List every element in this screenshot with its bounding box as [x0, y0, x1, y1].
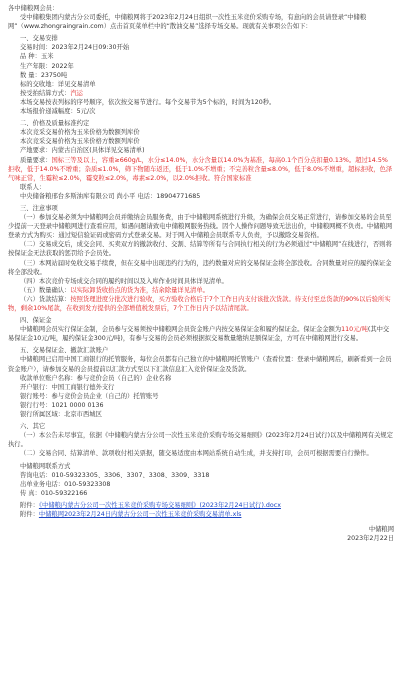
- notice-6-value: 按照货理进度分批次进行验收，买方验收合格后于7个工作日内支付该批次货款。待支付至总货款的90%以后验所实物，剩余10%尾款，在收到发方提供的全部增值税发票后，7个工作日内予以结清尾款。: [8, 295, 391, 312]
- trade-rule: 本场交易按表列标的序号顺序，依次按交易节进行。每个交易节为5个标的，时间为120秒。: [20, 98, 276, 106]
- delivery-place: 标的交收地：详见交易清单: [20, 80, 96, 88]
- deposit-text-a: 中储粮网会员实行保证金制，会员参与交易须按中储粮网会员资金账户内按交易保证金和履约保证金。保证金金额为: [20, 326, 342, 334]
- quantity: 数 量：23750吨: [20, 71, 68, 79]
- section5-title: 五、交易保证金、撤款汇款账户: [20, 347, 109, 355]
- section4-title: 四、保证金: [20, 317, 52, 325]
- notice-5-label: （五）数量确认：: [20, 286, 71, 294]
- notice-4: （四）本次竞价专场成交合同的履约时间以及入库作业时间具体详见清单。: [20, 277, 228, 285]
- deposit-amount: 110元/吨: [341, 326, 368, 334]
- section1-title: 一、交易安排: [20, 35, 58, 43]
- contact-person: 中央储备粮邢台多斯油库有限公司 尚小平 电话：18904771685: [20, 192, 201, 200]
- price-note-1: 本次竞采交易价格为玉米价格为数额列库价: [20, 129, 140, 137]
- attachment-1-link[interactable]: 《中储粮内蒙古分公司一次性玉米竞价采购专场交易细则》(2023年2月24日试行).docx: [38, 501, 281, 509]
- notice-5-value: 以实际卸货收拾点的货为准，结余除量详见清单。: [70, 286, 209, 294]
- notice-6: [8, 295, 394, 313]
- payee-name: 收款单位账户名称：参与竞价会员（自己的）企业名称: [20, 374, 172, 382]
- contact-label: 联系人：: [20, 183, 46, 191]
- attachment-1-label: 附件：: [20, 501, 39, 509]
- attachment-2-link[interactable]: 中储粮网2023年2月24日内蒙古分公司一次性玉米竞价采购交易清单.xls: [38, 510, 242, 518]
- signature-date: 2023年2月22日: [347, 535, 394, 543]
- greeting: 各中储粮网会员：: [8, 5, 59, 12]
- signature-org: 中储粮网: [368, 526, 394, 534]
- notice-3: （三）本网站届时免收交易手续费，但在交易中出现违约行为的，违约数量对应的交易保证金将全部没收。合同数量对应的履约保证金将全部没收。: [8, 259, 392, 276]
- section2-title: 二、价格及质量标准约定: [20, 120, 90, 128]
- section6-title: 六、其它: [20, 423, 46, 431]
- delivery-method: [8, 89, 394, 98]
- production-year: 生产年限：2022年: [20, 62, 74, 70]
- delivery-method-label: 按受拍结算方式：: [20, 89, 71, 97]
- product: 品 种：玉米: [20, 53, 54, 61]
- trade-time: 交易时间：2023年2月24日09:30开始: [20, 44, 130, 52]
- other-1: （一）本公告未尽事宜，依据《中储粮内蒙古分公司一次性玉米竞价采购专场交易细则》(2023年2月24日试行)以及中储粮网有关规定执行。: [8, 432, 393, 449]
- price-decrement: 本场报价递减幅度：5元/次: [20, 108, 96, 116]
- origin-requirement: 产地要求：内蒙古自治区(具体详见交易清单): [20, 147, 145, 155]
- contact-title: 中储粮网联系方式: [20, 462, 71, 470]
- account-paragraph: 中储粮网已启用中国工商银行的托管服务，每位会员都有自己独立的中储粮网托管账户（查看位置：登录中储粮网后，刷新看到一会员资金账户），请参加交易的会员提前以汇款方式至以下汇款信息汇入竞价保证金及货款。: [8, 356, 392, 373]
- attachment-2-label: 附件：: [20, 510, 39, 518]
- attachment-2: [8, 510, 394, 519]
- attachment-1: [8, 501, 394, 510]
- bank-number: 银行行号：1021 0000 0136: [20, 401, 104, 409]
- quality-label: 质量要求：: [20, 156, 52, 164]
- contact-service: 出单业务电话：010-59323308: [20, 480, 111, 488]
- deposit-paragraph: [8, 325, 394, 343]
- contact-phone: 咨询电话：010-59323305、3306、3307、3308、3309、3318: [20, 471, 210, 479]
- other-2: （二）交易合同、结算清单、款项收付相关票据，随交易适度由本网站系统自动生成，并支持打印，会员可根据需要自行操作。: [20, 450, 373, 458]
- intro-paragraph: 受中储粮集团内蒙古分公司委托，中储粮网将于2023年2月24日组织一次性玉米竞价采购专场，有意向的会员请登录“中储粮网”（www.zhongraingrain.com）点击首页菜单栏中的“散油交易”选择专场交易。现就有关事项公告如下：: [8, 14, 367, 31]
- section3-title: 三、注意事项: [20, 204, 58, 212]
- quality-requirement: [8, 156, 394, 183]
- deposit-text-b: (其中交易保证金10元/吨，履约保证金300元/吨)，有参与交易的会员必须根据拟交易数量缴纳足额保证金，方可在中储粮网进行交易。: [8, 326, 390, 343]
- notice-1: （一）参加交易必须为中储粮网会员并缴纳会员服务费，由于中储粮网系统进行升级，为确保会员交易正常进行，请参加交易的会员至少提前一天登录中储粮网进行查看应用，如遇问题请致电中储粮网服务热线。因个人操作问题导致无法出价，中储粮网概不负责。中储粮网登录方式为购买：通过短信验证码或密码方式登录交易。对于网入中储粮会员联系专人负责，予以撤除交易资格。: [8, 214, 393, 240]
- quality-value: 国标三等及以上，容重≥660g/L，水分≤14.0%，水分含量以14.0%为基准，每高0.1个百分点扣量0.13%。超过14.5%拒收，低于14.0%不增重；杂质≤1.0%，筛下物随车返还，低于1.0%不增重；不完善粒含量≤8.0%，低于8.0%不增重，超标拒收，色泽气味正常，生霉粒≤2.0%，霉变粒≤2.0%，毒素≤2.0%，以2.0%拒收。符合国家标准: [8, 156, 393, 182]
- contact-fax: 传 真：010-59322166: [20, 489, 88, 497]
- notice-5: [8, 286, 394, 295]
- delivery-method-value: 汽运: [70, 89, 83, 97]
- notice-6-label: （六）货款结算：: [20, 295, 71, 303]
- bank-region: 银行所属区域：北京市西城区: [20, 411, 102, 419]
- bank-name: 开户银行：中国工商银行德外支行: [20, 383, 115, 391]
- bank-account: 银行账号：参与竞价会员企业（自己的）托管账号: [20, 392, 159, 400]
- notice-2: （二）交易成交后，成交会同、买卖双方的撤款收付、交割、结算等所有与合同执行相关的行为必须通过“中储粮网”在线进行，否则将按保证金无法获取的惩罚给予会员处。: [8, 241, 392, 258]
- price-note-2: 本次竞采交易价格为玉米价格方数额列库价: [20, 138, 140, 146]
